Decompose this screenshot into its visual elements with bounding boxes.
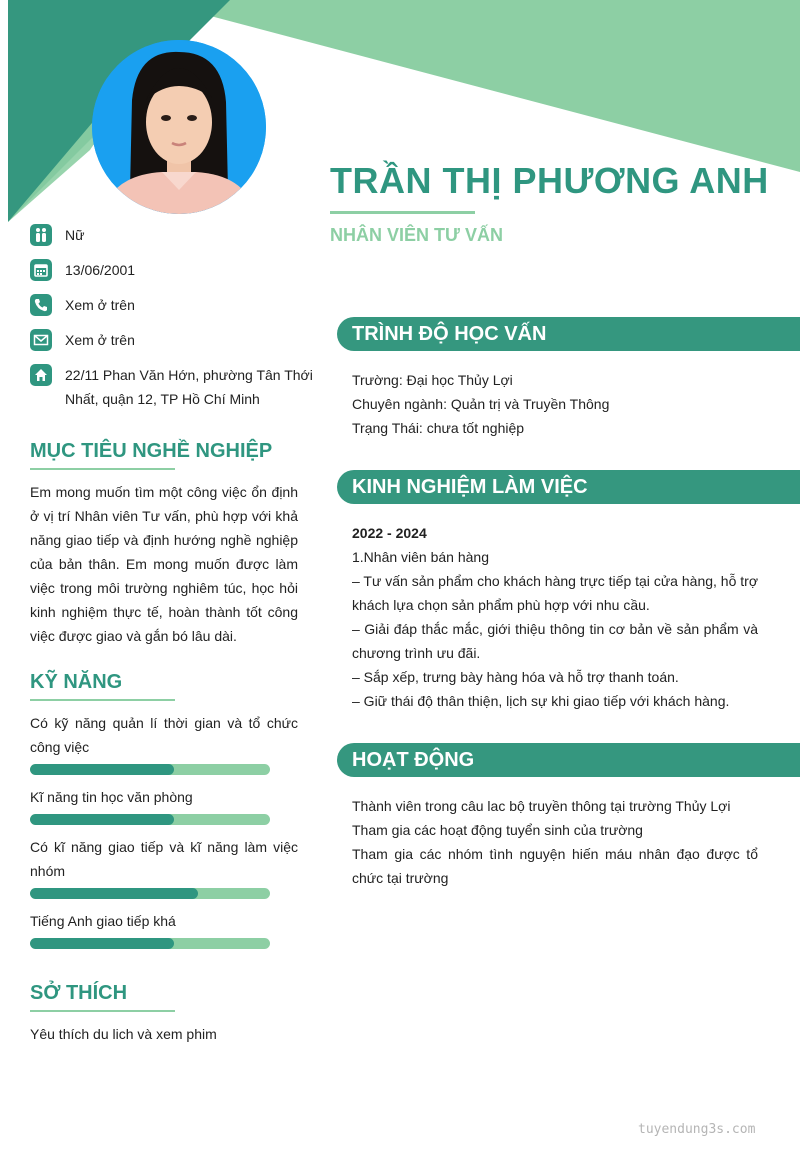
activity-line: Tham gia các nhóm tình nguyện hiến máu nhân đạo được tổ chức tại trường (352, 846, 758, 886)
education-details (352, 368, 758, 440)
experience-heading: KINH NGHIỆM LÀM VIỆC (352, 475, 588, 498)
contact-email (30, 329, 315, 352)
skill-bar-fill (30, 888, 198, 899)
contact-birthday (30, 259, 315, 282)
experience-banner (337, 470, 800, 504)
contact-list (30, 224, 315, 423)
skill-bar (30, 764, 270, 775)
hobbies-text: Yêu thích du lich và xem phim (30, 1026, 217, 1042)
phone-icon (30, 294, 52, 316)
contact-phone (30, 294, 315, 317)
objective-text: Em mong muốn tìm một công việc ổn định ở vị trí Nhân viên Tư vấn, phù hợp với khả năng giao tiếp và định hướng nghề nghiệp của bản thân. Em mong muốn được làm việc trong môi trường nghiêm túc, học hỏi kinh nghiệm thực tế, hoàn thành tốt công việc được giao và gắn bó lâu dài. (30, 484, 298, 644)
skill-bar (30, 938, 270, 949)
skills-heading: KỸ NĂNG (30, 671, 123, 693)
skill-bar-fill (30, 938, 174, 949)
experience-details (352, 521, 758, 713)
skills-heading-line (30, 699, 175, 701)
experience-line: – Giữ thái độ thân thiện, lịch sự khi giao tiếp với khách hàng. (352, 693, 730, 709)
hobbies-heading-line (30, 1010, 175, 1012)
activities-banner (337, 743, 800, 777)
phone-value: Xem ở trên (65, 297, 135, 313)
calendar-icon (30, 259, 52, 281)
hobbies-heading: SỞ THÍCH (30, 982, 128, 1004)
education-major: Chuyên ngành: Quản trị và Truyền Thông (352, 396, 610, 412)
experience-line: – Giải đáp thắc mắc, giới thiệu thông tin cơ bản về sản phẩm và chương trình ưu đãi. (352, 621, 758, 661)
activities-details (352, 794, 758, 890)
profile-photo (92, 40, 266, 214)
experience-period: 2022 - 2024 (352, 525, 427, 541)
experience-line: 1.Nhân viên bán hàng (352, 549, 489, 565)
skill-label: Có kĩ năng giao tiếp và kĩ năng làm việc nhóm (30, 839, 298, 879)
education-status: Trạng Thái: chưa tốt nghiệp (352, 420, 525, 436)
education-banner (337, 317, 800, 351)
skill-label: Tiếng Anh giao tiếp khá (30, 913, 176, 929)
education-heading: TRÌNH ĐỘ HỌC VẤN (352, 322, 547, 345)
email-icon (30, 329, 52, 351)
skill-bar (30, 888, 270, 899)
objective-heading: MỤC TIÊU NGHỀ NGHIỆP (30, 440, 273, 462)
email-value: Xem ở trên (65, 332, 135, 348)
job-title: NHÂN VIÊN TƯ VẤN (330, 225, 503, 245)
watermark: tuyendung3s.com (638, 1122, 756, 1137)
activity-line: Tham gia các hoạt động tuyển sinh của trường (352, 822, 643, 838)
skill-bar-fill (30, 814, 174, 825)
skill-bar-fill (30, 764, 174, 775)
home-icon (30, 364, 52, 386)
experience-line: – Sắp xếp, trưng bày hàng hóa và hỗ trợ thanh toán. (352, 669, 679, 685)
activities-heading: HOẠT ĐỘNG (352, 748, 475, 771)
gender-value: Nữ (65, 227, 85, 243)
birthday-value: 13/06/2001 (65, 262, 136, 278)
objective-heading-line (30, 468, 175, 470)
activity-line: Thành viên trong câu lac bộ truyền thông tại trường Thủy Lợi (352, 798, 731, 814)
experience-line: – Tư vấn sản phẩm cho khách hàng trực tiếp tại cửa hàng, hỗ trợ khách lựa chọn sản phẩm phù hợp với nhu cầu. (352, 573, 758, 613)
candidate-name: TRẦN THỊ PHƯƠNG ANH (330, 160, 769, 201)
skill-label: Kĩ năng tin học văn phòng (30, 789, 193, 805)
address-value: 22/11 Phan Văn Hớn, phường Tân Thới Nhất, quận 12, TP Hồ Chí Minh (65, 367, 313, 407)
skill-label: Có kỹ năng quản lí thời gian và tổ chức công việc (30, 715, 298, 755)
skill-bar (30, 814, 270, 825)
contact-address (30, 364, 315, 411)
education-school: Trường: Đại học Thủy Lợi (352, 372, 513, 388)
